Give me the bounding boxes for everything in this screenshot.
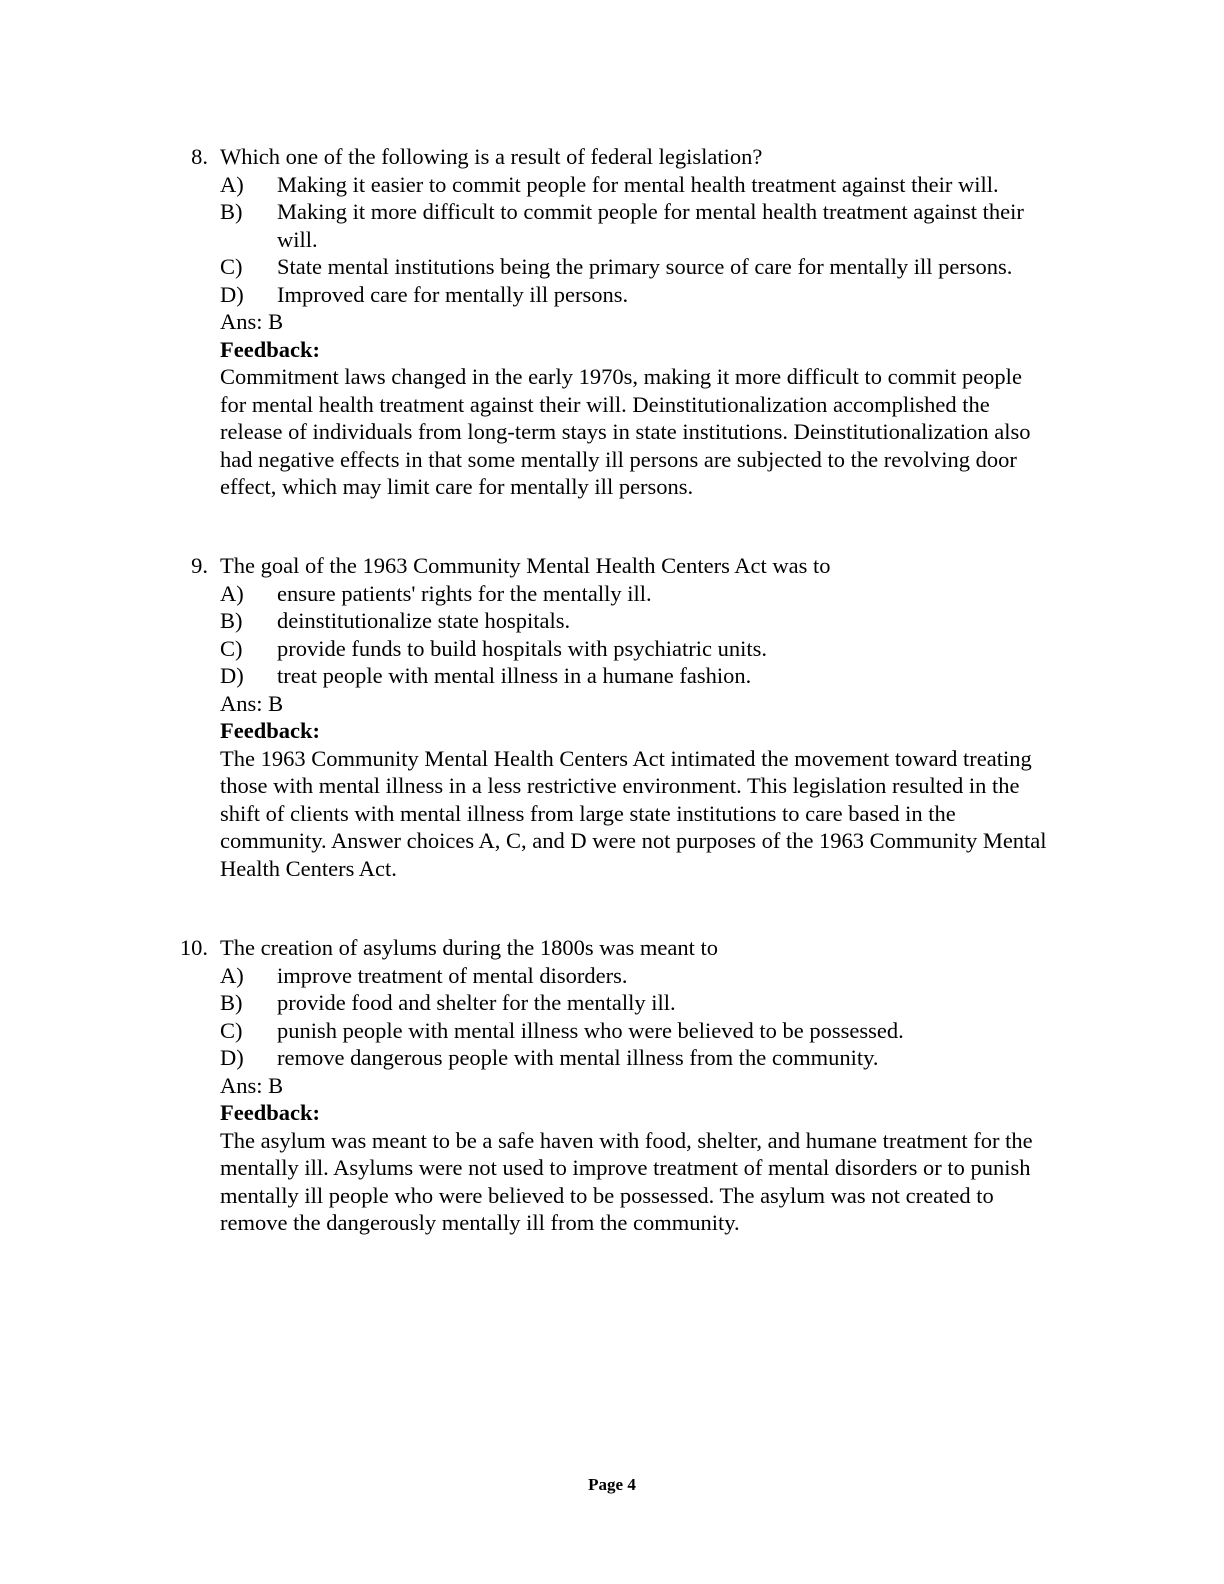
choice-letter: B) xyxy=(220,199,243,224)
question-text: Which one of the following is a result of federal legislation? xyxy=(220,144,763,169)
question-number: 9. xyxy=(191,553,208,578)
choice-text: Making it easier to commit people for mental health treatment against their will. xyxy=(277,171,999,197)
choice-text: Improved care for mentally ill persons. xyxy=(277,281,629,307)
choice-c xyxy=(0,1017,1057,1045)
answer-key: Ans: B xyxy=(220,1072,284,1098)
choice-letter: A) xyxy=(220,580,244,606)
choice-a xyxy=(0,171,1057,199)
question-stem xyxy=(0,934,1224,962)
choice-letter: B) xyxy=(220,990,243,1015)
answer-key: Ans: B xyxy=(220,690,284,716)
feedback-heading: Feedback: xyxy=(220,1100,320,1125)
choice-letter: A) xyxy=(220,962,244,988)
choice-text: provide food and shelter for the mentally ill. xyxy=(277,990,676,1015)
question-stem xyxy=(0,143,1224,171)
choice-c xyxy=(0,253,1057,281)
question-text: The goal of the 1963 Community Mental Health Centers Act was to xyxy=(220,553,831,578)
choice-letter: D) xyxy=(220,281,244,307)
choice-text: deinstitutionalize state hospitals. xyxy=(277,608,571,633)
choice-letter: A) xyxy=(220,171,244,197)
choice-text: ensure patients' rights for the mentally ill. xyxy=(277,580,652,606)
choice-text: improve treatment of mental disorders. xyxy=(277,962,628,988)
choice-letter: B) xyxy=(220,608,243,633)
choice-letter: D) xyxy=(220,663,244,688)
choice-letter: C) xyxy=(220,254,243,279)
answer-key: Ans: B xyxy=(220,309,284,334)
question-stem xyxy=(0,552,1224,580)
choice-text: remove dangerous people with mental illness from the community. xyxy=(277,1045,879,1070)
question-8 xyxy=(0,143,1224,501)
feedback-text: Commitment laws changed in the early 1970s, making it more difficult to commit people for mental health treatment against their will. Deinstitutionalization accomplished the release of individuals from long-term stays in state institutions. Deinstitutionalization also had negative effects in that some mentally ill persons are subjected to the revolving door effect, which may limit care for mentally ill persons. xyxy=(220,364,1031,499)
choice-text: Making it more difficult to commit people for mental health treatment against their will. xyxy=(277,199,1024,252)
question-9 xyxy=(0,552,1224,882)
choice-d xyxy=(0,662,1057,690)
choice-a xyxy=(0,962,1057,990)
choice-b xyxy=(0,607,1057,635)
choice-text: punish people with mental illness who were believed to be possessed. xyxy=(277,1017,904,1043)
choice-b xyxy=(0,198,1057,253)
choice-text: provide funds to build hospitals with psychiatric units. xyxy=(277,635,767,661)
choice-c xyxy=(0,635,1057,663)
choice-letter: D) xyxy=(220,1045,244,1070)
feedback-text: The asylum was meant to be a safe haven with food, shelter, and humane treatment for the mentally ill. Asylums were not used to improve treatment of mental disorders or to punish mentally ill people who were believed to be possessed. The asylum was not created to remove the dangerously mentally ill from the community. xyxy=(220,1127,1033,1235)
choice-d xyxy=(0,281,1057,309)
feedback-heading: Feedback: xyxy=(220,718,320,743)
choice-text: treat people with mental illness in a humane fashion. xyxy=(277,663,752,688)
question-text: The creation of asylums during the 1800s was meant to xyxy=(220,935,719,960)
feedback-text: The 1963 Community Mental Health Centers Act intimated the movement toward treating those with mental illness in a less restrictive environment. This legislation resulted in the shift of clients with mental illness from large state institutions to care based in the community. Answer choices A, C, and D were not purposes of the 1963 Community Mental Health Centers Act. xyxy=(220,745,1047,881)
question-number: 10. xyxy=(179,935,208,960)
feedback-heading: Feedback: xyxy=(220,336,320,362)
choice-b xyxy=(0,989,1057,1017)
choice-d xyxy=(0,1044,1057,1072)
choice-letter: C) xyxy=(220,1017,243,1043)
choice-text: State mental institutions being the primary source of care for mentally ill persons. xyxy=(277,254,1013,279)
question-10 xyxy=(0,934,1224,1237)
choice-a xyxy=(0,580,1057,608)
page-number: Page 4 xyxy=(588,1475,636,1494)
question-number: 8. xyxy=(191,144,208,169)
choice-letter: C) xyxy=(220,635,243,661)
